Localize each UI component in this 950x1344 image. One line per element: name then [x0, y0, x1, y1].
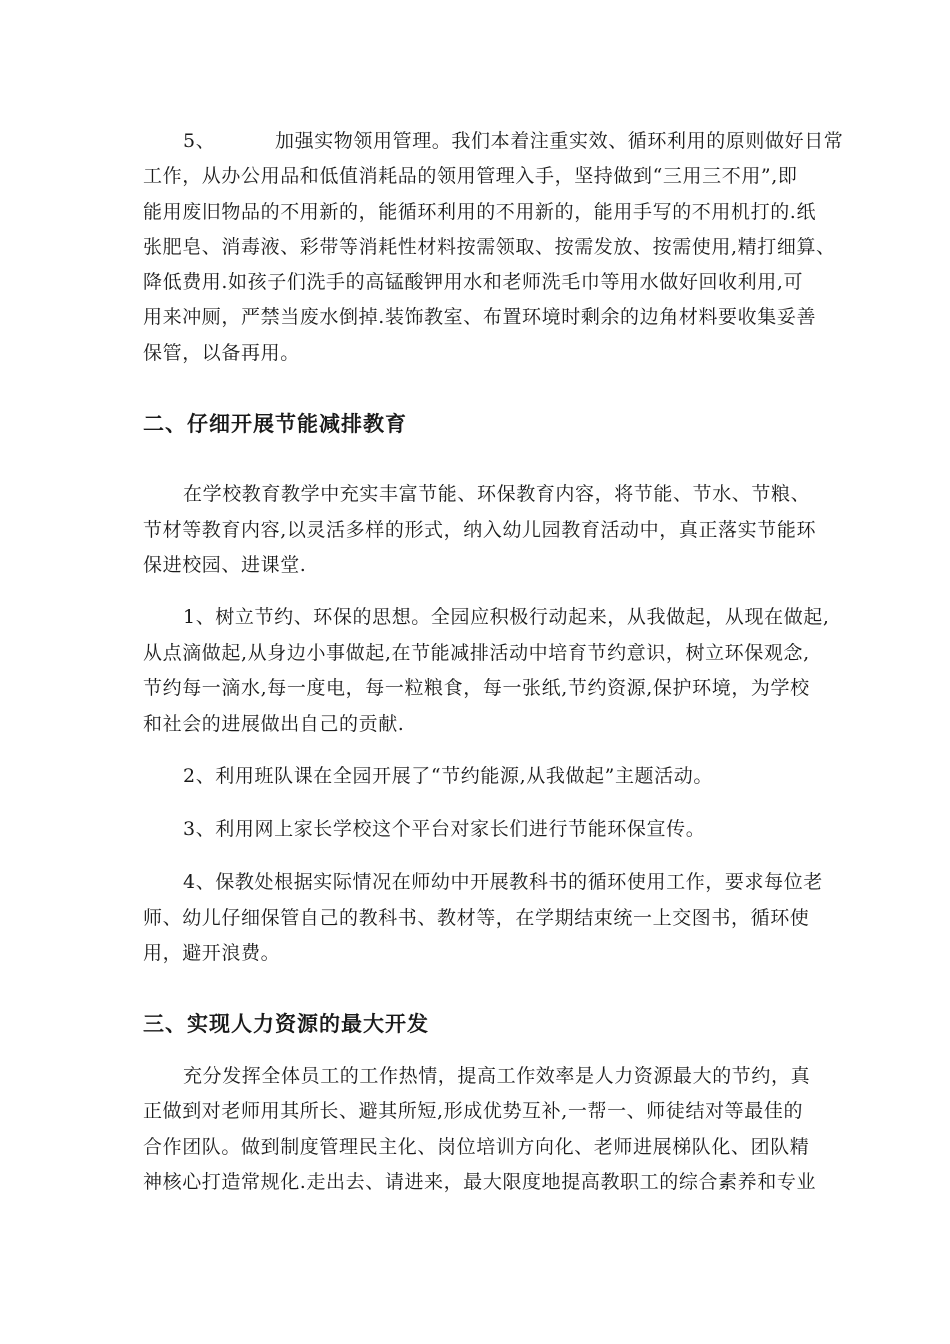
section2-item4-line-2: 师、幼儿仔细保管自己的教科书、教材等，在学期结束统一上交图书，循环使	[143, 907, 810, 929]
section2-item1-line-1: 1、树立节约、环保的思想。全园应积极行动起来，从我做起，从现在做起,	[183, 606, 830, 628]
section3-line-4: 神核心打造常规化.走出去、请进来，最大限度地提高教职工的综合素养和专业	[143, 1171, 817, 1193]
section2-item1-line-4: 和社会的进展做出自己的贡献.	[143, 713, 405, 735]
section3-line-1: 充分发挥全体员工的工作热情，提高工作效率是人力资源最大的节约，真	[183, 1065, 811, 1087]
section2-item4-line-1: 4、保教处根据实际情况在师幼中开展教科书的循环使用工作，要求每位老	[183, 871, 823, 893]
item5-line-1	[143, 129, 843, 153]
section3-line-2: 正做到对老师用其所长、避其所短,形成优势互补,一帮一、师徒结对等最佳的	[143, 1100, 804, 1122]
item5-line-4: 张肥皂、消毒液、彩带等消耗性材料按需领取、按需发放、按需使用,精打细算、	[143, 236, 836, 258]
item5-line-6: 用来冲厕，严禁当废水倒掉.装饰教室、布置环境时剩余的边角材料要收集妥善	[143, 306, 817, 328]
section2-item1-line-2: 从点滴做起,从身边小事做起,在节能减排活动中培育节约意识，树立环保观念,	[143, 642, 810, 664]
section3-heading: 三、实现人力资源的最大开发	[143, 1012, 429, 1036]
item5-line-5: 降低费用.如孩子们洗手的高锰酸钾用水和老师洗毛巾等用水做好回收利用,可	[143, 271, 804, 293]
section3-line-3: 合作团队。做到制度管理民主化、岗位培训方向化、老师进展梯队化、团队精	[143, 1136, 810, 1158]
section2-intro-line-1: 在学校教育教学中充实丰富节能、环保教育内容，将节能、节水、节粮、	[183, 483, 811, 505]
item5-number: 5、	[183, 130, 216, 152]
item5-line-3: 能用废旧物品的不用新的，能循环利用的不用新的，能用手写的不用机打的.纸	[143, 201, 817, 223]
item5-line-7: 保管，以备再用。	[143, 342, 300, 364]
section2-item2: 2、利用班队课在全园开展了“节约能源,从我做起”主题活动。	[183, 765, 713, 787]
section2-intro-line-2: 节材等教育内容,以灵活多样的形式，纳入幼儿园教育活动中，真正落实节能环	[143, 519, 817, 541]
item5-text-1: 加强实物领用管理。我们本着注重实效、循环利用的原则做好日常	[275, 130, 844, 152]
section2-heading: 二、仔细开展节能减排教育	[143, 412, 407, 436]
section2-item4-line-3: 用，避开浪费。	[143, 942, 281, 964]
item5-line-2: 工作，从办公用品和低值消耗品的领用管理入手，坚持做到“三用三不用”,即	[143, 165, 798, 187]
section2-item1-line-3: 节约每一滴水,每一度电，每一粒粮食，每一张纸,节约资源,保护环境，为学校	[143, 677, 810, 699]
section2-intro-line-3: 保进校园、进课堂.	[143, 554, 307, 576]
section2-item3: 3、利用网上家长学校这个平台对家长们进行节能环保宣传。	[183, 818, 706, 840]
